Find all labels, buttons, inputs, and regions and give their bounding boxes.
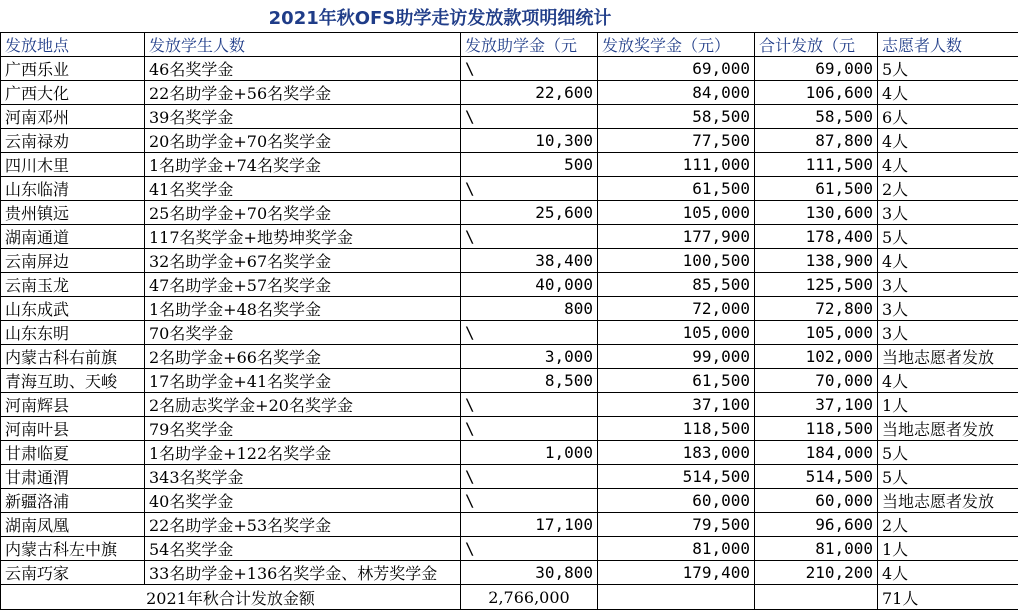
cell-total[interactable]: 96,600 — [755, 513, 878, 537]
table-row — [1, 153, 1018, 177]
cell-students[interactable]: 47名助学金+57名奖学金 — [145, 273, 461, 297]
cell-students[interactable]: 1名助学金+122名奖学金 — [145, 441, 461, 465]
cell-place[interactable]: 内蒙古科右前旗 — [1, 345, 145, 369]
cell-place[interactable]: 甘肃临夏 — [1, 441, 145, 465]
cell-grant[interactable]: \ — [461, 225, 598, 249]
cell-students[interactable]: 22名助学金+53名奖学金 — [145, 513, 461, 537]
table-row — [1, 465, 1018, 489]
cell-total[interactable]: 106,600 — [755, 81, 878, 105]
cell-total[interactable]: 118,500 — [755, 417, 878, 441]
footer-volunteers[interactable]: 71人 — [878, 585, 1018, 610]
table-row — [1, 201, 1018, 225]
cell-students[interactable]: 22名助学金+56名奖学金 — [145, 81, 461, 105]
cell-grant[interactable]: 500 — [461, 153, 598, 177]
cell-students[interactable]: 2名励志奖学金+20名奖学金 — [145, 393, 461, 417]
cell-scholarship[interactable]: 79,500 — [598, 513, 755, 537]
cell-volunteers[interactable]: 3人 — [878, 273, 1018, 297]
cell-place[interactable]: 青海互助、天峻 — [1, 369, 145, 393]
data-table — [0, 32, 1018, 610]
table-row — [1, 57, 1018, 81]
cell-students[interactable]: 17名助学金+41名奖学金 — [145, 369, 461, 393]
cell-total[interactable]: 130,600 — [755, 201, 878, 225]
cell-scholarship[interactable]: 60,000 — [598, 489, 755, 513]
cell-scholarship[interactable]: 72,000 — [598, 297, 755, 321]
cell-scholarship[interactable]: 85,500 — [598, 273, 755, 297]
cell-place[interactable]: 内蒙古科左中旗 — [1, 537, 145, 561]
cell-grant[interactable]: \ — [461, 393, 598, 417]
cell-scholarship[interactable]: 69,000 — [598, 57, 755, 81]
cell-grant[interactable]: \ — [461, 465, 598, 489]
cell-volunteers[interactable]: 2人 — [878, 513, 1018, 537]
cell-total[interactable]: 102,000 — [755, 345, 878, 369]
cell-volunteers[interactable]: 3人 — [878, 201, 1018, 225]
cell-volunteers[interactable]: 2人 — [878, 177, 1018, 201]
header-grant[interactable]: 发放助学金（元 — [461, 33, 598, 57]
cell-scholarship[interactable]: 58,500 — [598, 105, 755, 129]
cell-total[interactable]: 69,000 — [755, 57, 878, 81]
cell-scholarship[interactable]: 179,400 — [598, 561, 755, 585]
cell-students[interactable]: 40名奖学金 — [145, 489, 461, 513]
cell-volunteers[interactable]: 5人 — [878, 465, 1018, 489]
cell-volunteers[interactable]: 6人 — [878, 105, 1018, 129]
table-row — [1, 273, 1018, 297]
cell-scholarship[interactable]: 37,100 — [598, 393, 755, 417]
table-row — [1, 393, 1018, 417]
cell-total[interactable]: 58,500 — [755, 105, 878, 129]
table-row — [1, 561, 1018, 585]
header-total[interactable]: 合计发放（元 — [755, 33, 878, 57]
cell-grant[interactable]: 17,100 — [461, 513, 598, 537]
cell-grant[interactable]: 800 — [461, 297, 598, 321]
cell-scholarship[interactable]: 99,000 — [598, 345, 755, 369]
cell-volunteers[interactable]: 4人 — [878, 369, 1018, 393]
cell-place[interactable]: 云南玉龙 — [1, 273, 145, 297]
cell-volunteers[interactable]: 1人 — [878, 393, 1018, 417]
cell-total[interactable]: 111,500 — [755, 153, 878, 177]
cell-place[interactable]: 云南禄劝 — [1, 129, 145, 153]
cell-total[interactable]: 125,500 — [755, 273, 878, 297]
cell-place[interactable]: 湖南通道 — [1, 225, 145, 249]
cell-students[interactable]: 33名助学金+136名奖学金、林芳奖学金 — [145, 561, 461, 585]
cell-grant[interactable]: \ — [461, 177, 598, 201]
cell-total[interactable]: 210,200 — [755, 561, 878, 585]
sheet-title: 2021年秋OFS助学走访发放款项明细统计 — [0, 6, 880, 32]
cell-students[interactable]: 54名奖学金 — [145, 537, 461, 561]
table-row — [1, 321, 1018, 345]
cell-total[interactable]: 72,800 — [755, 297, 878, 321]
footer-amount[interactable]: 2,766,000 — [461, 585, 598, 610]
cell-scholarship[interactable]: 61,500 — [598, 177, 755, 201]
cell-place[interactable]: 贵州镇远 — [1, 201, 145, 225]
table-row — [1, 129, 1018, 153]
cell-volunteers[interactable]: 4人 — [878, 561, 1018, 585]
cell-total[interactable]: 61,500 — [755, 177, 878, 201]
cell-place[interactable]: 湖南凤凰 — [1, 513, 145, 537]
footer-label[interactable]: 2021年秋合计发放金额 — [1, 585, 461, 610]
table-row — [1, 369, 1018, 393]
header-scholarship[interactable]: 发放奖学金（元） — [598, 33, 755, 57]
cell-place[interactable]: 云南巧家 — [1, 561, 145, 585]
cell-total[interactable]: 184,000 — [755, 441, 878, 465]
table-row — [1, 345, 1018, 369]
cell-grant[interactable]: 1,000 — [461, 441, 598, 465]
cell-grant[interactable]: 10,300 — [461, 129, 598, 153]
header-volunteers[interactable]: 志愿者人数 — [878, 33, 1018, 57]
cell-students[interactable]: 41名奖学金 — [145, 177, 461, 201]
cell-total[interactable]: 87,800 — [755, 129, 878, 153]
cell-students[interactable]: 79名奖学金 — [145, 417, 461, 441]
cell-grant[interactable]: 3,000 — [461, 345, 598, 369]
cell-volunteers[interactable]: 当地志愿者发放 — [878, 489, 1018, 513]
cell-total[interactable]: 81,000 — [755, 537, 878, 561]
cell-place[interactable]: 山东东明 — [1, 321, 145, 345]
cell-scholarship[interactable]: 84,000 — [598, 81, 755, 105]
cell-volunteers[interactable]: 4人 — [878, 249, 1018, 273]
cell-students[interactable]: 2名助学金+66名奖学金 — [145, 345, 461, 369]
cell-students[interactable]: 1名助学金+48名奖学金 — [145, 297, 461, 321]
cell-grant[interactable]: 38,400 — [461, 249, 598, 273]
table-row — [1, 249, 1018, 273]
cell-students[interactable]: 32名助学金+67名奖学金 — [145, 249, 461, 273]
cell-scholarship[interactable]: 100,500 — [598, 249, 755, 273]
table-row — [1, 297, 1018, 321]
cell-grant[interactable]: \ — [461, 105, 598, 129]
cell-volunteers[interactable]: 3人 — [878, 297, 1018, 321]
cell-volunteers[interactable]: 4人 — [878, 153, 1018, 177]
cell-place[interactable]: 甘肃通渭 — [1, 465, 145, 489]
cell-grant[interactable]: \ — [461, 489, 598, 513]
cell-grant[interactable]: 8,500 — [461, 369, 598, 393]
table-row — [1, 225, 1018, 249]
cell-scholarship[interactable]: 105,000 — [598, 201, 755, 225]
cell-volunteers[interactable]: 5人 — [878, 225, 1018, 249]
cell-scholarship[interactable]: 111,000 — [598, 153, 755, 177]
cell-students[interactable]: 25名助学金+70名奖学金 — [145, 201, 461, 225]
cell-volunteers[interactable]: 4人 — [878, 129, 1018, 153]
cell-place[interactable]: 四川木里 — [1, 153, 145, 177]
table-row — [1, 441, 1018, 465]
cell-volunteers[interactable]: 3人 — [878, 321, 1018, 345]
cell-students[interactable]: 70名奖学金 — [145, 321, 461, 345]
footer-empty-1[interactable] — [598, 585, 755, 610]
table-row — [1, 105, 1018, 129]
cell-grant[interactable]: 30,800 — [461, 561, 598, 585]
cell-place[interactable]: 广西大化 — [1, 81, 145, 105]
cell-place[interactable]: 山东临清 — [1, 177, 145, 201]
cell-place[interactable]: 新疆洛浦 — [1, 489, 145, 513]
cell-grant[interactable]: \ — [461, 57, 598, 81]
cell-scholarship[interactable]: 105,000 — [598, 321, 755, 345]
cell-total[interactable]: 70,000 — [755, 369, 878, 393]
cell-students[interactable]: 1名助学金+74名奖学金 — [145, 153, 461, 177]
cell-place[interactable]: 广西乐业 — [1, 57, 145, 81]
cell-volunteers[interactable]: 5人 — [878, 441, 1018, 465]
cell-total[interactable]: 60,000 — [755, 489, 878, 513]
cell-grant[interactable]: 40,000 — [461, 273, 598, 297]
header-students[interactable]: 发放学生人数 — [145, 33, 461, 57]
cell-place[interactable]: 云南屏边 — [1, 249, 145, 273]
cell-volunteers[interactable]: 1人 — [878, 537, 1018, 561]
cell-grant[interactable]: \ — [461, 537, 598, 561]
cell-total[interactable]: 178,400 — [755, 225, 878, 249]
footer-empty-2[interactable] — [755, 585, 878, 610]
cell-scholarship[interactable]: 118,500 — [598, 417, 755, 441]
cell-volunteers[interactable]: 当地志愿者发放 — [878, 417, 1018, 441]
header-place[interactable]: 发放地点 — [1, 33, 145, 57]
footer-row — [1, 585, 1018, 610]
cell-volunteers[interactable]: 4人 — [878, 81, 1018, 105]
cell-grant[interactable]: 25,600 — [461, 201, 598, 225]
cell-scholarship[interactable]: 77,500 — [598, 129, 755, 153]
cell-volunteers[interactable]: 5人 — [878, 57, 1018, 81]
table-row — [1, 513, 1018, 537]
cell-students[interactable]: 39名奖学金 — [145, 105, 461, 129]
cell-scholarship[interactable]: 61,500 — [598, 369, 755, 393]
cell-grant[interactable]: 22,600 — [461, 81, 598, 105]
cell-scholarship[interactable]: 183,000 — [598, 441, 755, 465]
table-row — [1, 177, 1018, 201]
cell-place[interactable]: 河南邓州 — [1, 105, 145, 129]
cell-grant[interactable]: \ — [461, 417, 598, 441]
cell-total[interactable]: 37,100 — [755, 393, 878, 417]
header-row — [1, 33, 1018, 57]
table-row — [1, 537, 1018, 561]
cell-total[interactable]: 514,500 — [755, 465, 878, 489]
cell-scholarship[interactable]: 81,000 — [598, 537, 755, 561]
cell-total[interactable]: 138,900 — [755, 249, 878, 273]
cell-students[interactable]: 46名奖学金 — [145, 57, 461, 81]
cell-students[interactable]: 343名奖学金 — [145, 465, 461, 489]
table-row — [1, 417, 1018, 441]
table-row — [1, 81, 1018, 105]
cell-place[interactable]: 山东成武 — [1, 297, 145, 321]
cell-total[interactable]: 105,000 — [755, 321, 878, 345]
cell-scholarship[interactable]: 514,500 — [598, 465, 755, 489]
table-row — [1, 489, 1018, 513]
cell-grant[interactable]: \ — [461, 321, 598, 345]
cell-volunteers[interactable]: 当地志愿者发放 — [878, 345, 1018, 369]
cell-place[interactable]: 河南辉县 — [1, 393, 145, 417]
cell-scholarship[interactable]: 177,900 — [598, 225, 755, 249]
cell-students[interactable]: 20名助学金+70名奖学金 — [145, 129, 461, 153]
cell-place[interactable]: 河南叶县 — [1, 417, 145, 441]
cell-students[interactable]: 117名奖学金+地势坤奖学金 — [145, 225, 461, 249]
